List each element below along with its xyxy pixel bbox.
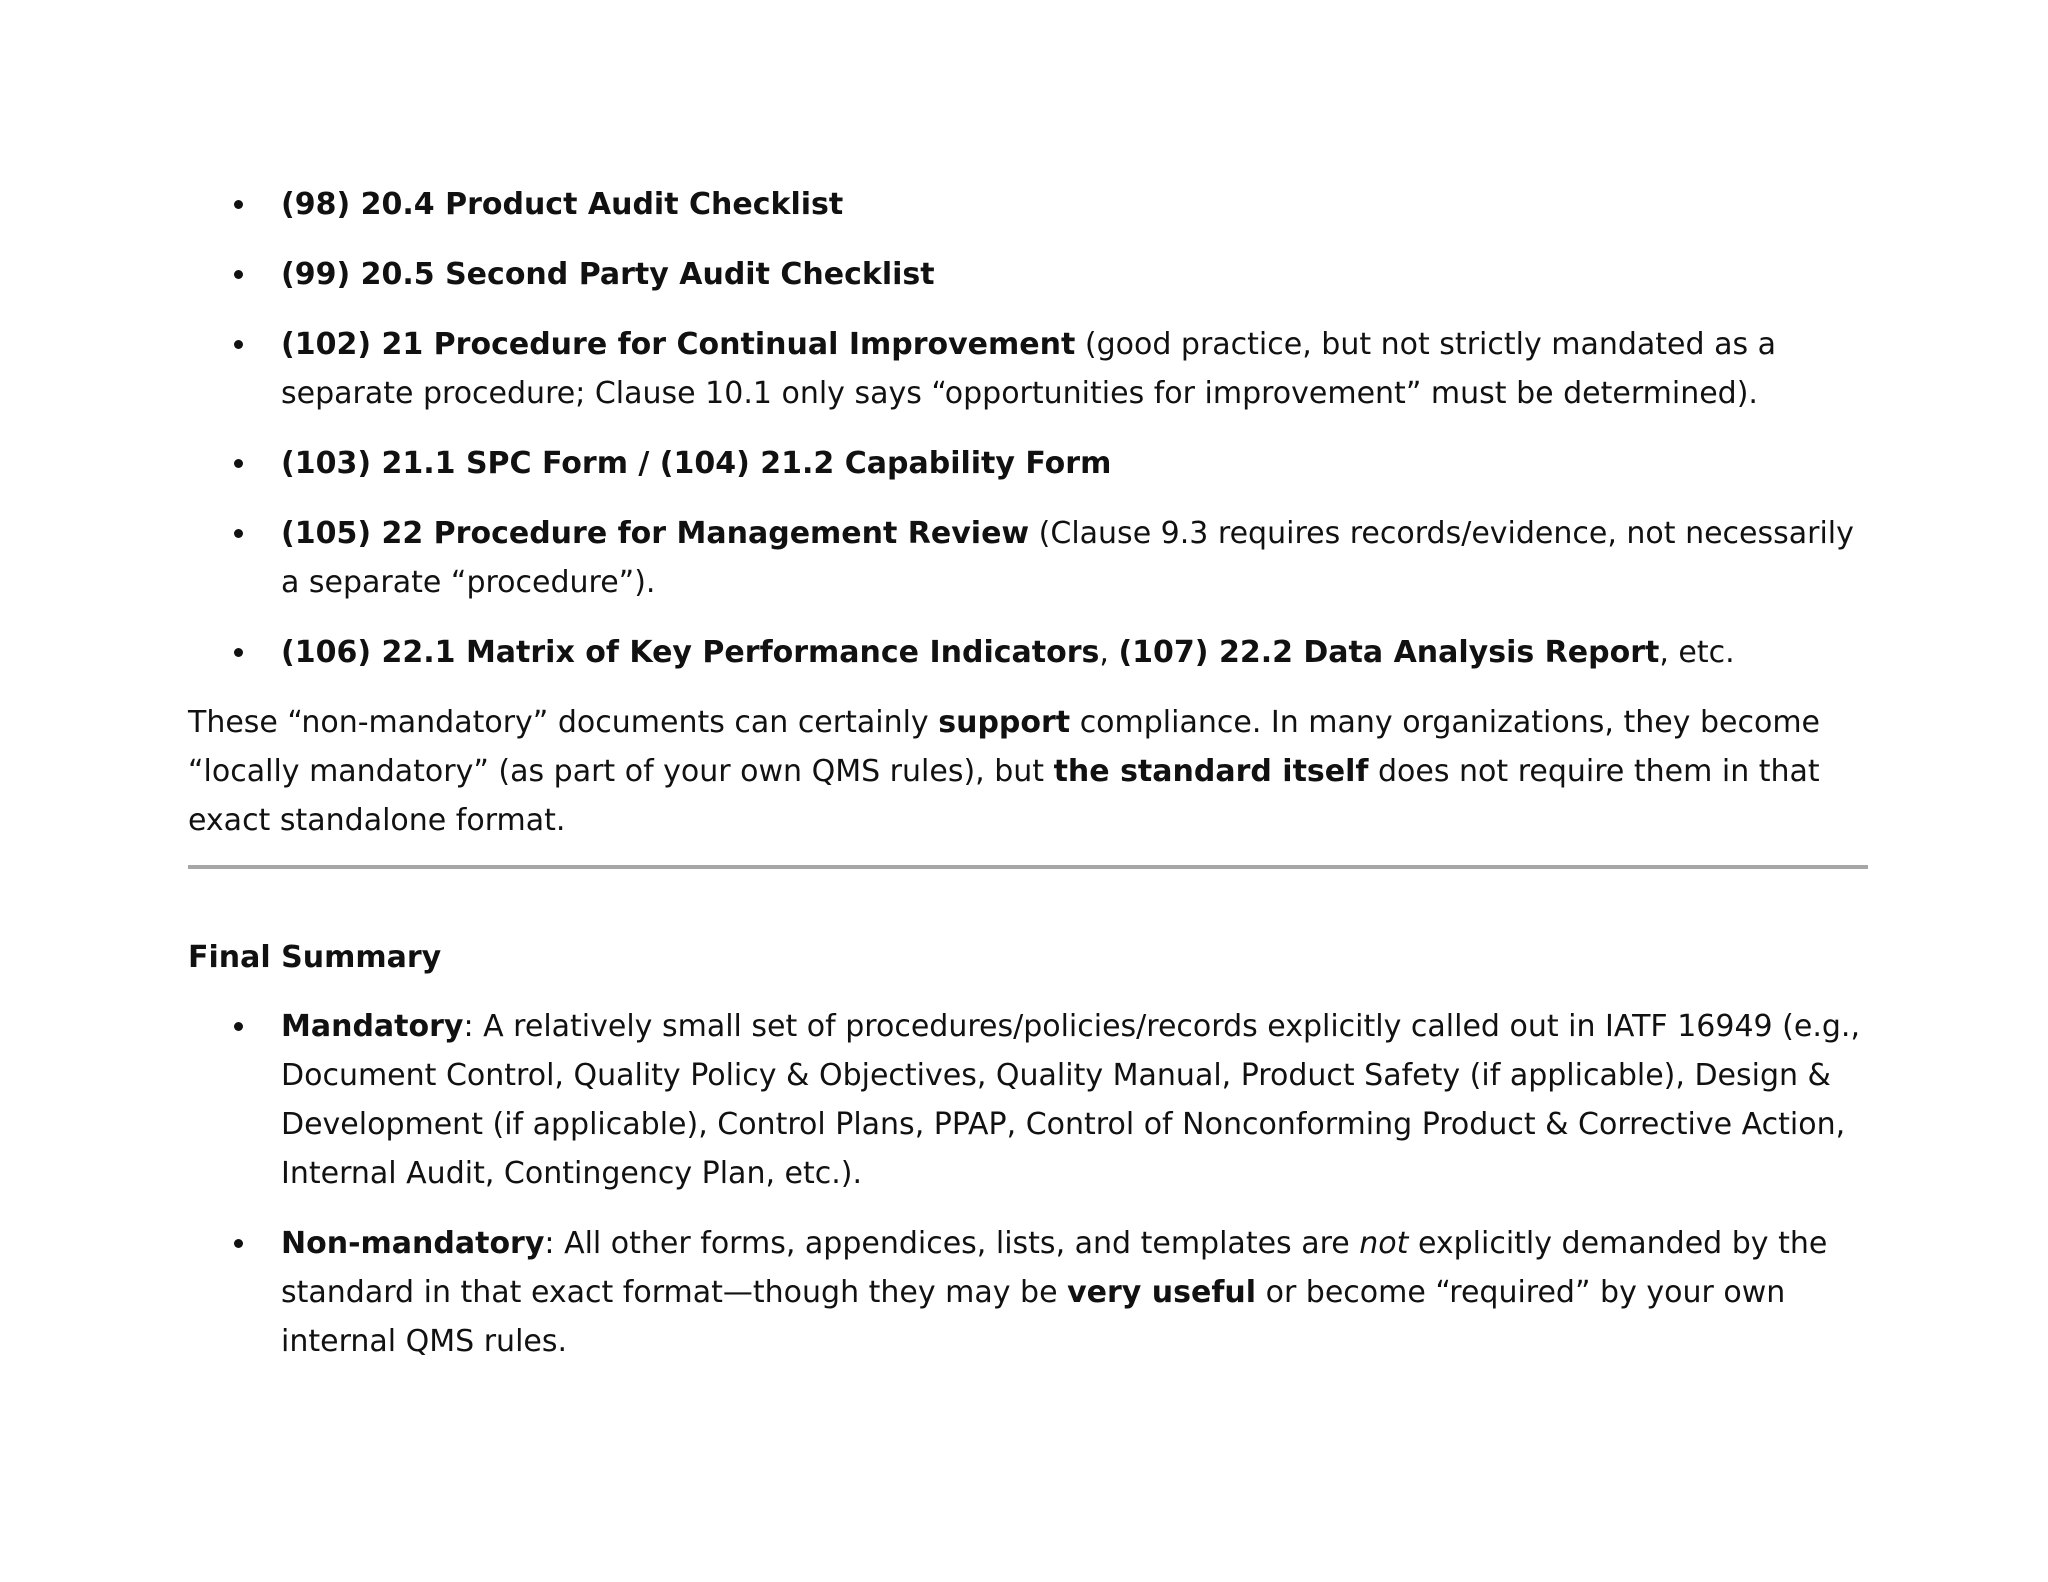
- list-item: [188, 1002, 1868, 1198]
- list-item: [188, 180, 1868, 229]
- bullet-dot: [234, 459, 243, 468]
- bullet-dot: [234, 648, 243, 657]
- list-item: [188, 1219, 1868, 1366]
- list-item-bold: (106) 22.1 Matrix of Key Performance Indicators: [281, 635, 1100, 670]
- list-item-italic: not: [1359, 1226, 1409, 1261]
- list-item-text: or become “required” by your own internal QMS rules.: [281, 1275, 1786, 1359]
- bullet-dot: [234, 200, 243, 209]
- paragraph-bold: the standard itself: [1053, 754, 1369, 789]
- paragraph-bold: support: [938, 705, 1071, 740]
- list-item-bold: (99) 20.5 Second Party Audit Checklist: [281, 257, 935, 292]
- list-item-text: (good practice, but not strictly mandated as a separate procedure; Clause 10.1 only says “opportunities for improvement” must be determined).: [281, 327, 1777, 411]
- paragraph-text: compliance. In many organizations, they become “locally mandatory” (as part of your own QMS rules), but: [188, 705, 1820, 789]
- list-item-text: : A relatively small set of procedures/policies/records explicitly called out in IATF 16949 (e.g., Document Control, Quality Policy & Objectives, Quality Manual, Product Safety (if applicable), Design & Development (if applicable), Control Plans, PPAP, Control of Nonconforming Product & Corrective Action, Internal Audit, Contingency Plan, etc.).: [281, 1009, 1860, 1191]
- list-item-bold-2: (107) 22.2 Data Analysis Report: [1118, 635, 1660, 670]
- top-bullet-list: [188, 180, 1868, 677]
- bullet-dot: [234, 1239, 243, 1248]
- list-item: [188, 320, 1868, 418]
- list-item-text: : All other forms, appendices, lists, and templates are: [544, 1226, 1360, 1261]
- bullet-dot: [234, 270, 243, 279]
- horizontal-divider: [188, 865, 1868, 869]
- list-item: [188, 439, 1868, 488]
- list-item-bold: Non-mandatory: [281, 1226, 545, 1261]
- list-item: [188, 628, 1868, 677]
- bullet-dot: [234, 1022, 243, 1031]
- body-paragraph: [188, 698, 1868, 845]
- list-item-bold: (105) 22 Procedure for Management Review: [281, 516, 1030, 551]
- list-item: [188, 250, 1868, 299]
- list-item-bold: Mandatory: [281, 1009, 464, 1044]
- list-item-bold-2: very useful: [1067, 1275, 1257, 1310]
- paragraph-text: These “non-mandatory” documents can certainly: [188, 705, 939, 740]
- section-heading: Final Summary: [188, 940, 442, 975]
- paragraph-text: does not require them in that exact standalone format.: [188, 754, 1820, 838]
- list-item: [188, 509, 1868, 607]
- summary-bullet-list: [188, 1002, 1868, 1366]
- document-page: [188, 180, 1868, 1387]
- list-item-bold: (98) 20.4 Product Audit Checklist: [281, 187, 844, 222]
- bullet-dot: [234, 529, 243, 538]
- list-item-text: ,: [1099, 635, 1119, 670]
- list-item-bold: (103) 21.1 SPC Form / (104) 21.2 Capability Form: [281, 446, 1112, 481]
- list-item-text: , etc.: [1659, 635, 1735, 670]
- list-item-text: (Clause 9.3 requires records/evidence, not necessarily a separate “procedure”).: [281, 516, 1854, 600]
- bullet-dot: [234, 340, 243, 349]
- list-item-text: explicitly demanded by the standard in that exact format—though they may be: [281, 1226, 1828, 1310]
- list-item-bold: (102) 21 Procedure for Continual Improvement: [281, 327, 1076, 362]
